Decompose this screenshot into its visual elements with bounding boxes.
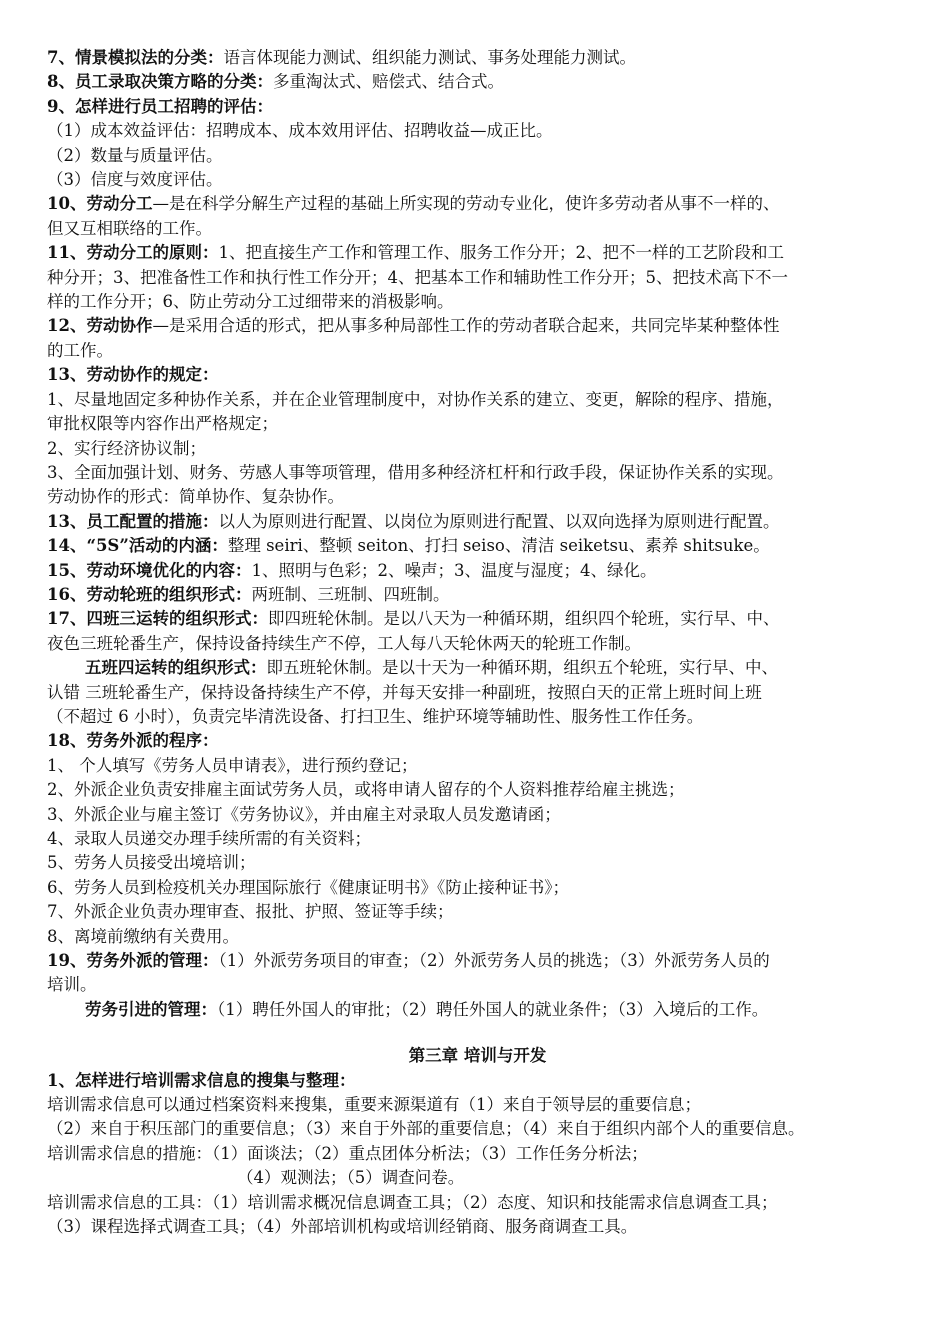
line-text: （4）观测法；（5）调查问卷。 — [237, 1168, 465, 1188]
line-text: 2、实行经济协议制； — [47, 438, 206, 458]
line-text: 4、录取人员递交办理手续所需的有关资料； — [47, 829, 371, 848]
text-line — [47, 461, 908, 485]
text-line — [47, 705, 908, 729]
line-text: 培训需求信息的措施：（1）面谈法；（2）重点团体分析法；（3）工作任务分析法； — [47, 1143, 648, 1163]
text-line — [47, 583, 908, 607]
bold-heading: 9、怎样进行员工招聘的评估： — [47, 96, 273, 116]
text-line — [47, 1093, 908, 1117]
line-text: 但又互相联络的工作。 — [47, 218, 212, 238]
text-line — [47, 363, 908, 387]
line-text: 1、把直接生产工作和管理工作、服务工作分开；2、把不一样的工艺阶段和工 — [218, 243, 784, 263]
line-text: 样的工作分开；6、防止劳动分工过细带来的消极影响。 — [47, 292, 454, 312]
bold-heading: 13、员工配置的措施： — [47, 511, 219, 531]
line-text: （1）聘任外国人的审批；（2）聘任外国人的就业条件；（3）入境后的工作。 — [217, 999, 769, 1019]
line-text: 两班制、三班制、四班制。 — [251, 584, 450, 604]
text-line — [47, 607, 908, 631]
line-text: 6、劳务人员到检疫机关办理国际旅行《健康证明书》《防止接种证书》； — [47, 877, 569, 897]
text-line — [47, 681, 908, 705]
bold-heading: 8、员工录取决策方略的分类： — [47, 72, 273, 92]
line-text: 3、全面加强计划、财务、劳感人事等项管理，借用多种经济杠杆和行政手段，保证协作关系的实现。 — [47, 462, 784, 482]
text-line — [47, 290, 908, 314]
bold-heading: 19、劳务外派的管理： — [47, 951, 219, 971]
text-line — [47, 851, 908, 875]
bold-heading: 五班四运转的组织形式： — [85, 658, 267, 678]
line-text: 即五班轮休制。是以十天为一种循环期，组织五个轮班，实行早、中、 — [266, 658, 778, 678]
chapter-title: 第三章 培训与开发 — [408, 1046, 547, 1066]
line-text: 以人为原则进行配置、以岗位为原则进行配置、以双向选择为原则进行配置。 — [218, 511, 780, 531]
bold-heading: 16、劳动轮班的组织形式： — [47, 584, 252, 604]
text-line — [47, 1215, 908, 1239]
line-text: （1）成本效益评估：招聘成本、成本效用评估、招聘收益—成正比。 — [47, 121, 553, 141]
line-text: 语言体现能力测试、组织能力测试、事务处理能力测试。 — [223, 48, 636, 67]
line-text: （不超过 6 小时），负责完毕清洗设备、打扫卫生、维护环境等辅助性、服务性工作任务。 — [47, 706, 704, 726]
text-line — [47, 1117, 908, 1141]
text-line — [47, 949, 908, 973]
text-line — [47, 754, 908, 778]
text-line — [47, 632, 908, 656]
bold-heading: 17、四班三运转的组织形式： — [47, 609, 268, 629]
text-line — [47, 925, 908, 949]
line-text: 即四班轮休制。是以八天为一种循环期，组织四个轮班，实行早、中、 — [267, 609, 780, 629]
line-text: 1、照明与色彩；2、噪声；3、温度与湿度；4、绿化。 — [251, 560, 657, 580]
text-line — [47, 876, 908, 900]
line-text: 7、外派企业负责办理审查、报批、护照、签证等手续； — [47, 902, 454, 922]
text-line — [47, 192, 908, 216]
text-line — [47, 217, 908, 241]
text-line — [47, 656, 908, 680]
text-line — [47, 729, 908, 753]
line-text: （3）信度与效度评估。 — [47, 170, 223, 190]
line-text: （3）课程选择式调查工具；（4）外部培训机构或培训经销商、服务商调查工具。 — [47, 1217, 638, 1237]
text-line — [47, 559, 908, 583]
line-text: 夜色三班轮番生产，保持设备持续生产不停，工人每八天轮休两天的轮班工作制。 — [47, 633, 641, 653]
text-line — [47, 998, 908, 1022]
bold-heading: 13、劳动协作的规定： — [47, 365, 219, 385]
text-line — [47, 119, 908, 143]
line-text: 2、外派企业负责安排雇主面试劳务人员，或将申请人留存的个人资料推荐给雇主挑选； — [47, 780, 685, 800]
text-line — [47, 534, 908, 558]
text-line — [47, 900, 908, 924]
text-line — [47, 1166, 908, 1190]
bold-heading: 1、怎样进行培训需求信息的搜集与整理： — [47, 1070, 356, 1090]
line-text: 的工作。 — [47, 340, 113, 360]
line-text: 劳动协作的形式：简单协作、复杂协作。 — [47, 487, 344, 507]
bold-heading: 10、劳动分工 — [47, 194, 153, 214]
text-line — [47, 803, 908, 827]
line-text: 培训需求信息可以通过档案资料来搜集，重要来源渠道有（1）来自于领导层的重要信息； — [47, 1095, 701, 1115]
bold-heading: 12、劳动协作 — [47, 316, 153, 336]
line-text: —是在科学分解生产过程的基础上所实现的劳动专业化，使许多劳动者从事不一样的、 — [152, 194, 780, 214]
text-line — [47, 1191, 908, 1215]
section-chapter-three-notes — [47, 1069, 908, 1240]
text-line — [47, 827, 908, 851]
bold-heading: 劳务引进的管理： — [85, 999, 217, 1019]
line-text: —是采用合适的形式，把从事多种局部性工作的劳动者联合起来，共同完毕某种整体性 — [152, 316, 780, 336]
text-line — [47, 388, 908, 412]
text-line — [47, 95, 908, 119]
text-line — [47, 70, 908, 94]
text-line — [47, 46, 908, 70]
line-text: 3、外派企业与雇主签订《劳务协议》，并由雇主对录取人员发邀请函； — [47, 804, 561, 824]
bold-heading: 15、劳动环境优化的内容： — [47, 560, 252, 580]
line-text: 审批权限等内容作出严格规定； — [47, 414, 278, 434]
text-line — [47, 339, 908, 363]
line-text: 多重淘汰式、赔偿式、结合式。 — [272, 72, 504, 92]
text-line — [47, 168, 908, 192]
text-line — [47, 510, 908, 534]
line-text: （1）外派劳务项目的审查；（2）外派劳务人员的挑选；（3）外派劳务人员的 — [218, 951, 770, 971]
text-line — [47, 1142, 908, 1166]
text-line — [47, 144, 908, 168]
section-chapter-two-notes — [47, 46, 908, 1022]
line-text: 培训需求信息的工具：（1）培训需求概况信息调查工具；（2）态度、知识和技能需求信息调查工具； — [47, 1192, 778, 1212]
line-text: （2）数量与质量评估。 — [47, 145, 223, 165]
line-text: 认错 三班轮番生产，保持设备持续生产不停，并每天安排一种副班，按照白天的正常上班时间上班 — [47, 682, 762, 702]
text-line — [47, 485, 908, 509]
text-line — [47, 266, 908, 290]
bold-heading: 7、情景模拟法的分类： — [47, 48, 224, 67]
text-line — [47, 973, 908, 997]
text-line — [47, 241, 908, 265]
text-line — [47, 314, 908, 338]
line-text: 5、劳务人员接受出境培训； — [47, 853, 256, 873]
line-text: 种分开；3、把准备性工作和执行性工作分开；4、把基本工作和辅助性工作分开；5、把技术高下不一 — [47, 267, 788, 287]
spacer — [47, 1022, 908, 1044]
line-text: 培训。 — [47, 975, 97, 995]
line-text: 1、尽量地固定多种协作关系，并在企业管理制度中，对协作关系的建立、变更，解除的程序、措施， — [47, 389, 784, 409]
line-text: 1、 个人填写《劳务人员申请表》，进行预约登记； — [47, 755, 418, 775]
text-line — [47, 778, 908, 802]
text-line — [47, 1069, 908, 1093]
bold-heading: 11、劳动分工的原则： — [47, 243, 219, 263]
line-text: （2）来自于积压部门的重要信息；（3）来自于外部的重要信息；（4）来自于组织内部个人的重要信息。 — [47, 1119, 805, 1139]
line-text: 8、离境前缴纳有关费用。 — [47, 926, 239, 946]
bold-heading: 18、劳务外派的程序： — [47, 731, 219, 751]
text-line — [47, 437, 908, 461]
line-text: 整理 seiri、整顿 seiton、打扫 seiso、清洁 seiketsu、素养 shitsuke。 — [227, 536, 770, 556]
bold-heading: 14、“5S”活动的内涵： — [47, 536, 228, 556]
text-line — [47, 412, 908, 436]
